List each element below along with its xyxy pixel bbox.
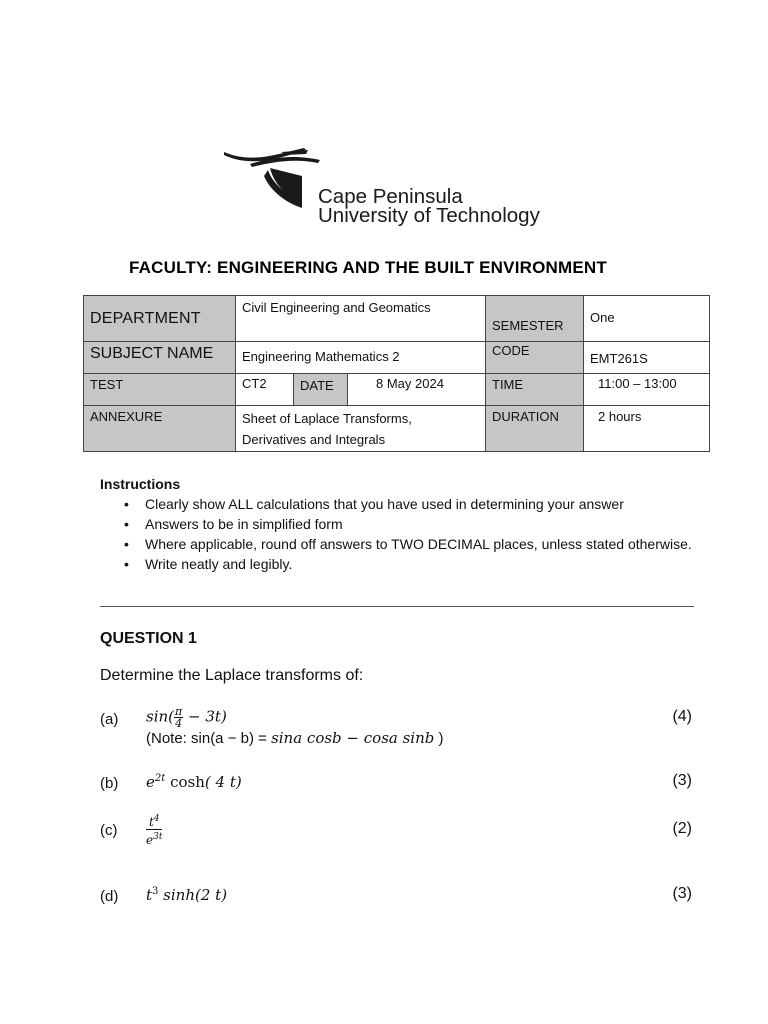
- faculty-heading: FACULTY: ENGINEERING AND THE BUILT ENVIRONMENT: [129, 258, 607, 277]
- time-label: TIME: [486, 374, 584, 406]
- university-name-line1: Cape Peninsula: [318, 185, 463, 208]
- annexure-value: [236, 406, 486, 452]
- test-value: CT2: [236, 374, 294, 406]
- part-marks: (2): [672, 820, 692, 837]
- part-marks: (3): [672, 885, 692, 902]
- question-title: QUESTION 1: [100, 630, 197, 647]
- part-expression: $e^{2t}$ cosh( 4 t): [146, 773, 242, 791]
- instructions-section: [100, 476, 700, 575]
- part-label: (a): [100, 711, 119, 728]
- part-label: (d): [100, 888, 119, 905]
- subject-label: SUBJECT NAME: [84, 342, 236, 374]
- semester-label: SEMESTER: [486, 296, 584, 342]
- instruction-item: • Clearly show ALL calculations that you have used in determining your answer: [145, 495, 700, 514]
- note-math: sina cosb − cosa sinb: [271, 729, 435, 747]
- question-part-d: [100, 886, 696, 910]
- test-label: TEST: [84, 374, 236, 406]
- course-info-table: [83, 295, 710, 452]
- time-value: 11:00 – 13:00: [584, 374, 710, 406]
- question-part-b: [100, 773, 696, 797]
- subject-value: Engineering Mathematics 2: [236, 342, 486, 374]
- department-value: Civil Engineering and Geomatics: [236, 296, 486, 342]
- part-marks: (4): [672, 708, 692, 725]
- part-expression: $t^3$ sinh(2 t): [146, 886, 228, 904]
- question-prompt: Determine the Laplace transforms of:: [100, 667, 364, 684]
- cput-logo-icon: [222, 146, 322, 208]
- code-value: EMT261S: [584, 342, 710, 374]
- section-divider: [100, 606, 694, 607]
- duration-label: DURATION: [486, 406, 584, 452]
- code-label: CODE: [486, 342, 584, 374]
- instructions-list: [100, 495, 700, 574]
- question-part-c: [100, 812, 696, 852]
- department-label: DEPARTMENT: [84, 296, 236, 342]
- semester-value: One: [584, 296, 710, 342]
- part-expression: $\frac{t^4}{e^{3t}}$: [146, 814, 163, 847]
- annexure-value-line2: Derivatives and Integrals: [242, 432, 386, 447]
- instruction-item: • Answers to be in simplified form: [145, 515, 700, 534]
- part-note: [146, 729, 444, 747]
- part-marks: (3): [672, 772, 692, 789]
- instructions-title: Instructions: [100, 476, 181, 492]
- university-name: [318, 187, 540, 225]
- part-label: (c): [100, 822, 118, 839]
- university-logo: [222, 146, 622, 226]
- instruction-item: • Write neatly and legibly.: [145, 555, 700, 574]
- part-expression: sin( $\frac{\pi}{4}$ − 3t): [146, 705, 227, 730]
- date-value: 8 May 2024: [348, 374, 486, 406]
- note-suffix: ): [434, 730, 444, 747]
- duration-value: 2 hours: [584, 406, 710, 452]
- annexure-label: ANNEXURE: [84, 406, 236, 452]
- annexure-value-line1: Sheet of Laplace Transforms,: [242, 411, 412, 426]
- part-label: (b): [100, 775, 119, 792]
- university-name-line2: University of Technology: [318, 204, 540, 227]
- instruction-item: • Where applicable, round off answers to TWO DECIMAL places, unless stated otherwise.: [145, 535, 700, 554]
- date-label: DATE: [294, 374, 348, 406]
- note-prefix: (Note: sin(a − b) =: [146, 730, 272, 747]
- question-part-a: [100, 705, 696, 754]
